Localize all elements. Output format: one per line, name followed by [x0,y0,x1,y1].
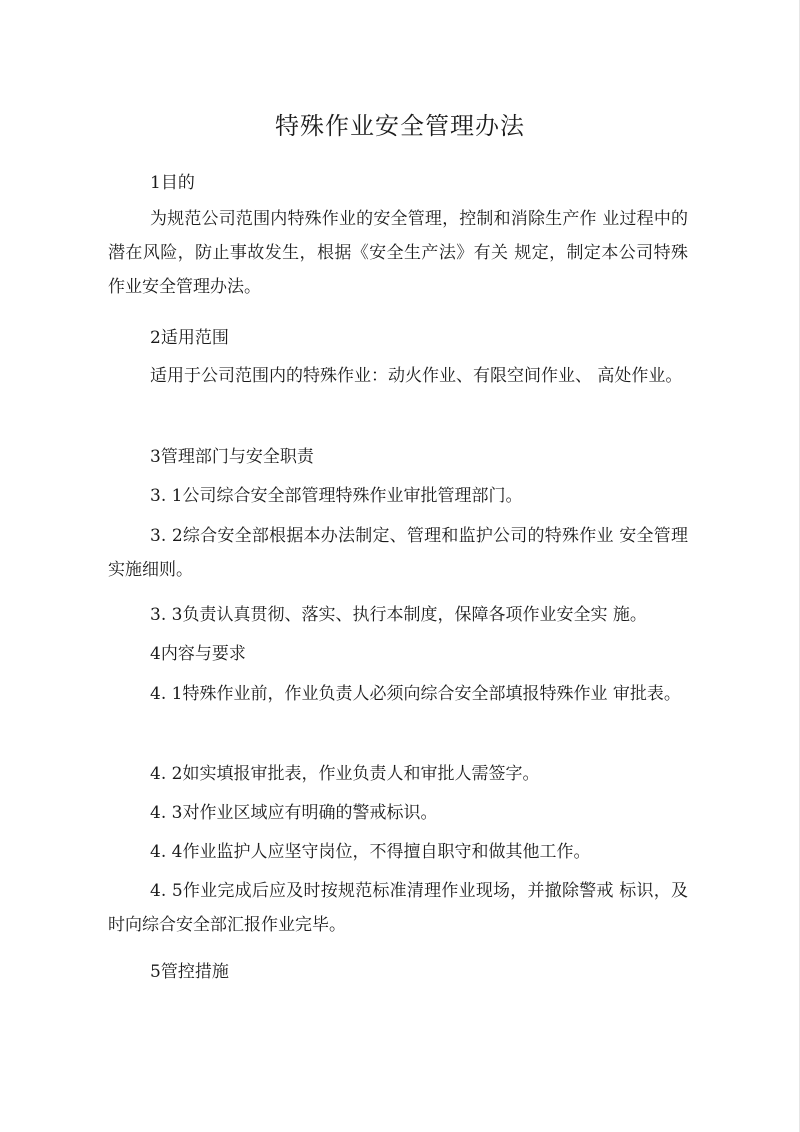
section-heading-responsibilities: 3管理部门与安全职责 [150,447,314,467]
item-4-3: 4. 3对作业区域应有明确的警戒标识。 [150,803,438,823]
item-3-1: 3. 1公司综合安全部管理特殊作业审批管理部门。 [150,486,523,506]
item-4-4: 4. 4作业监护人应坚守岗位，不得擅自职守和做其他工作。 [150,842,591,862]
item-4-1: 4. 1特殊作业前，作业负责人必须向综合安全部填报特殊作业 审批表。 [150,684,681,704]
section-heading-scope: 2适用范围 [150,328,229,348]
section-heading-requirements: 4内容与要求 [150,644,246,664]
item-3-2: 3. 2综合安全部根据本办法制定、管理和监护公司的特殊作业 安全管理实施细则。 [108,526,688,580]
item-3-3: 3. 3负责认真贯彻、落实、执行本制度，保障各项作业安全实 施。 [150,605,647,625]
paragraph-purpose: 为规范公司范围内特殊作业的安全管理，控制和消除生产作 业过程中的潜在风险，防止事故发生，根据《安全生产法》有关 规定，制定本公司特殊作业安全管理办法。 [108,209,688,297]
section-heading-purpose: 1目的 [150,173,195,193]
item-4-2: 4. 2如实填报审批表，作业负责人和审批人需签字。 [150,764,540,784]
paragraph-scope: 适用于公司范围内的特殊作业：动火作业、有限空间作业、 高处作业。 [150,366,683,386]
item-4-5: 4. 5作业完成后应及时按规范标准清理作业现场，并撤除警戒 标识，及时向综合安全部汇报作业完毕。 [108,881,688,935]
section-heading-controls: 5管控措施 [150,962,229,982]
document-title: 特殊作业安全管理办法 [275,112,525,140]
